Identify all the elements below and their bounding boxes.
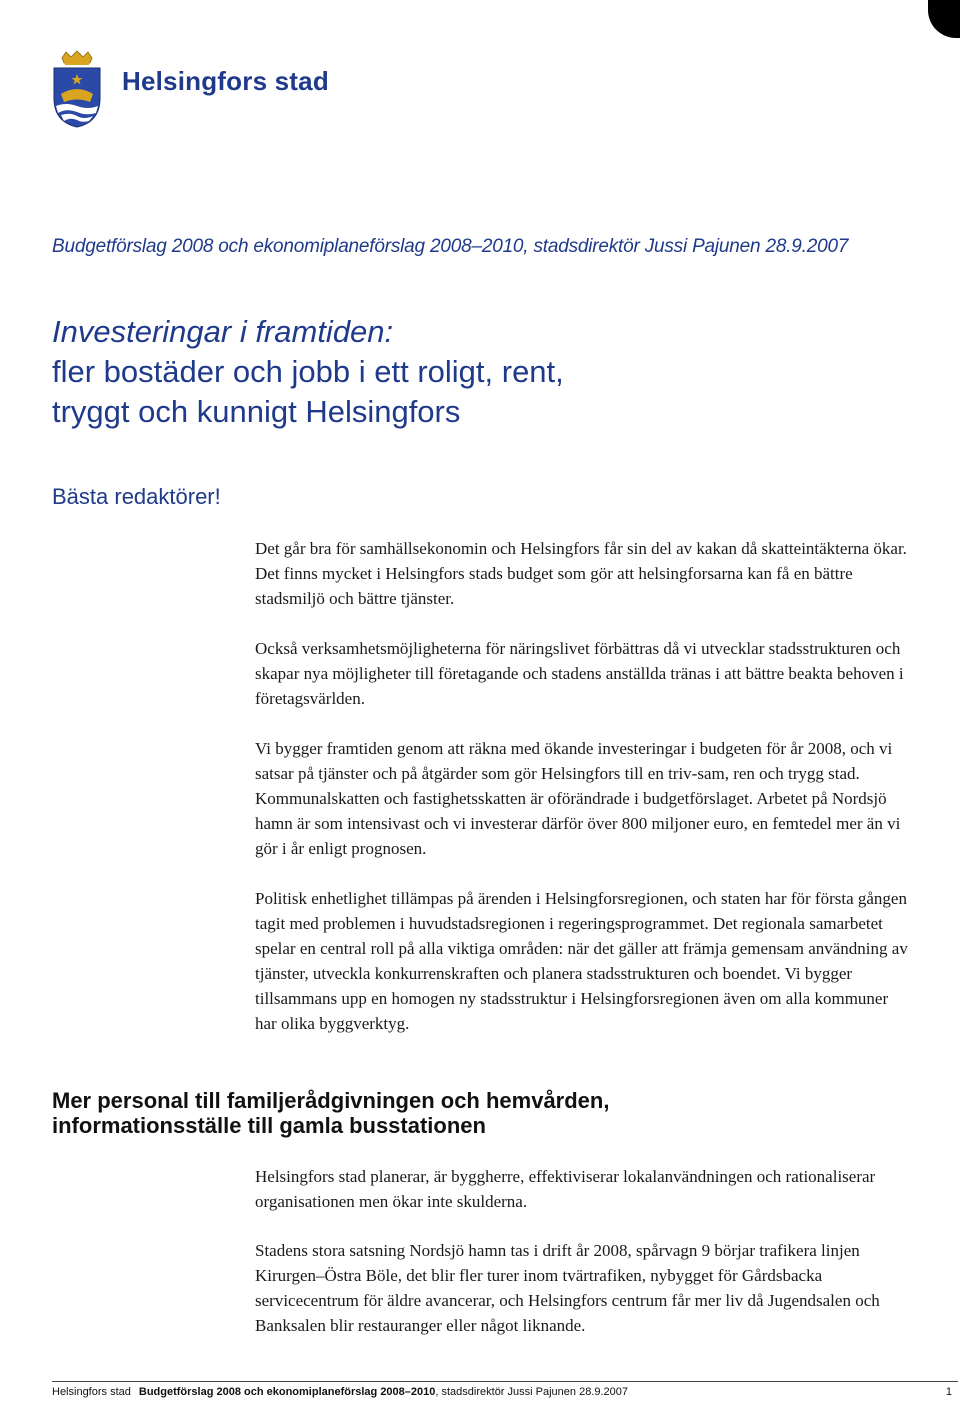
page-title (52, 312, 772, 432)
org-name: Helsingfors stad (122, 66, 329, 96)
paragraph-3: Vi bygger framtiden genom att räkna med ökande investeringar i budgeten för år 2008, och vi satsar på tjänster och på åtgärder som gör Helsingfors till en triv-sam, ren och trygg stad. Kommunalskatten och fastighetsskatten är oförändrade i budgetförslaget. Arbetet på Nordsjö hamn är som intensivast och vi investerar därför över 800 miljoner euro, en femtedel mer än vi gör i år enligt prognosen. (255, 739, 901, 858)
section-heading-line-1: Mer personal till familjerådgivningen och hemvården, (52, 1088, 610, 1113)
footer-author: , stadsdirektör Jussi Pajunen 28.9.2007 (435, 1386, 629, 1398)
section-paragraph-2: Stadens stora satsning Nordsjö hamn tas i drift år 2008, spårvagn 9 börjar trafikera linjen Kirurgen–Östra Böle, det blir fler turer inom tvärtrafiken, nybygget för Gårdsbacka servicecentrum för äldre avancerar, och Helsingfors centrum får mer liv då Jugendsalen och Banksalen blir restauranger eller något liknande. (255, 1241, 880, 1335)
helsinki-coat-of-arms-icon (52, 50, 102, 128)
section-paragraph-1: Helsingfors stad planerar, är byggherre, effektiviserar lokalanvändningen och rationaliserar organisationen men ökar inte skulderna. (255, 1167, 876, 1211)
footer-org: Helsingfors stad (52, 1386, 131, 1398)
page-footer (52, 1386, 952, 1398)
paragraph-2: Också verksamhetsmöjligheterna för näringslivet förbättras då vi utvecklar stadsstrukturen och skapar nya möjligheter till företagande och stadens anställda tränas i att bättre beakta behoven i företagsvärlden. (255, 639, 904, 708)
paragraph-4: Politisk enhetlighet tillämpas på ärenden i Helsingforsregionen, och staten har för första gången tagit med problemen i huvudstadsregionen i regeringsprogrammet. Det regionala samarbetet spelar en central roll på alla viktiga områden: när det gäller att främja gemensam användning av tjänster, utveckla konkurrenskraften och planera stadsstrukturen och boendet. Vi bygger tillsammans upp en homogen ny stadsstruktur i Helsingforsregionen även om alla kommuner har olika byggverktyg. (255, 889, 908, 1033)
document-subtitle: Budgetförslag 2008 och ekonomiplaneförslag 2008–2010, stadsdirektör Jussi Pajunen 28.9.2007 (52, 236, 849, 257)
title-line-2: fler bostäder och jobb i ett roligt, rent, (52, 354, 564, 389)
section-heading (52, 1088, 912, 1138)
footer-divider (52, 1381, 958, 1382)
title-line-3: tryggt och kunnigt Helsingfors (52, 394, 461, 429)
page-number: 1 (945, 1386, 952, 1398)
footer-title: Budgetförslag 2008 och ekonomiplaneförslag 2008–2010 (138, 1386, 436, 1398)
page-corner-mark (928, 0, 960, 38)
paragraph-1: Det går bra för samhällsekonomin och Helsingfors får sin del av kakan då skatteintäkterna ökar. Det finns mycket i Helsingfors stads budget som gör att helsingforsarna kan få en bättre stadsmiljö och bättre tjänster. (255, 539, 907, 608)
greeting: Bästa redaktörer! (52, 484, 221, 509)
section-heading-line-2: informationsställe till gamla busstationen (52, 1113, 486, 1138)
title-line-1: Investeringar i framtiden: (52, 314, 394, 349)
